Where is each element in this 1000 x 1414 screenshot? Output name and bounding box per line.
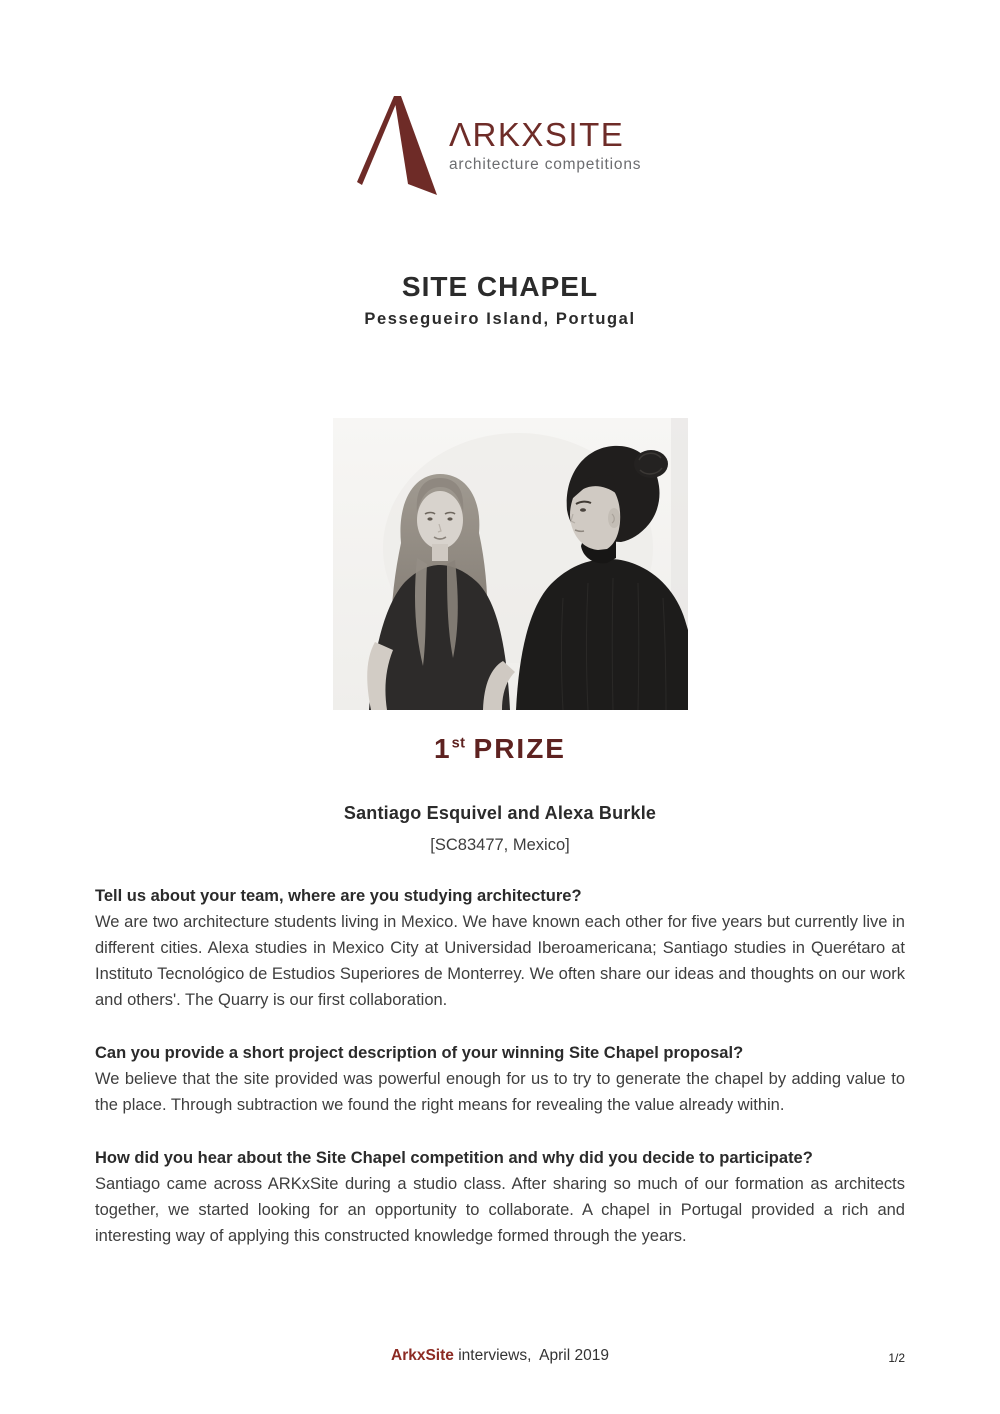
interview-question: Tell us about your team, where are you studying architecture? — [95, 887, 582, 905]
interview-body — [95, 883, 905, 1276]
interview-answer: Santiago came across ARKxSite during a studio class. After sharing so much of our formation as architects together, we started looking for an opportunity to collaborate. A chapel in Portugal provided a rich and interesting way of applying this constructed knowledge formed through the years. — [95, 1175, 905, 1245]
prize-word: PRIZE — [473, 733, 566, 764]
entry-code: [SC83477, Mexico] — [430, 836, 570, 854]
qa-block — [95, 1145, 905, 1249]
interview-answer: We believe that the site provided was powerful enough for us to try to generate the chapel by adding value to the place. Through subtraction we found the right means for revealing the value already within. — [95, 1070, 905, 1114]
winners-photo — [333, 418, 688, 710]
interview-question: Can you provide a short project description of your winning Site Chapel proposal? — [95, 1044, 744, 1062]
logo-wordmark: ΛRKXSITE — [449, 116, 625, 153]
qa-block — [95, 883, 905, 1013]
prize-heading — [0, 733, 1000, 765]
footer-caption-text: interviews, April 2019 — [453, 1347, 609, 1364]
prize-ordinal: st — [451, 735, 466, 752]
winners-photo-illustration — [333, 418, 688, 710]
page-number: 1/2 — [888, 1351, 905, 1365]
qa-block — [95, 1040, 905, 1118]
winner-names: Santiago Esquivel and Alexa Burkle — [343, 803, 657, 823]
interview-question: How did you hear about the Site Chapel competition and why did you decide to participate? — [95, 1149, 813, 1167]
footer-caption — [0, 1347, 1000, 1365]
arkxsite-logo-mark-icon — [352, 94, 440, 198]
page-subtitle: Pessegueiro Island, Portugal — [364, 310, 636, 328]
arkxsite-logo — [449, 118, 641, 174]
page-title: SITE CHAPEL — [401, 271, 599, 302]
footer-brand: ArkxSite — [391, 1347, 454, 1364]
prize-number: 1 — [434, 733, 452, 764]
interview-answer: We are two architecture students living in Mexico. We have known each other for five years but currently live in different cities. Alexa studies in Mexico City at Universidad Iberoamericana; Santiago studies in Querétaro at Instituto Tecnológico de Estudios Superiores de Monterrey. We often share our ideas and thoughts on our work and others'. The Quarry is our first collaboration. — [95, 913, 905, 1009]
logo-tagline: architecture competitions — [449, 155, 642, 173]
